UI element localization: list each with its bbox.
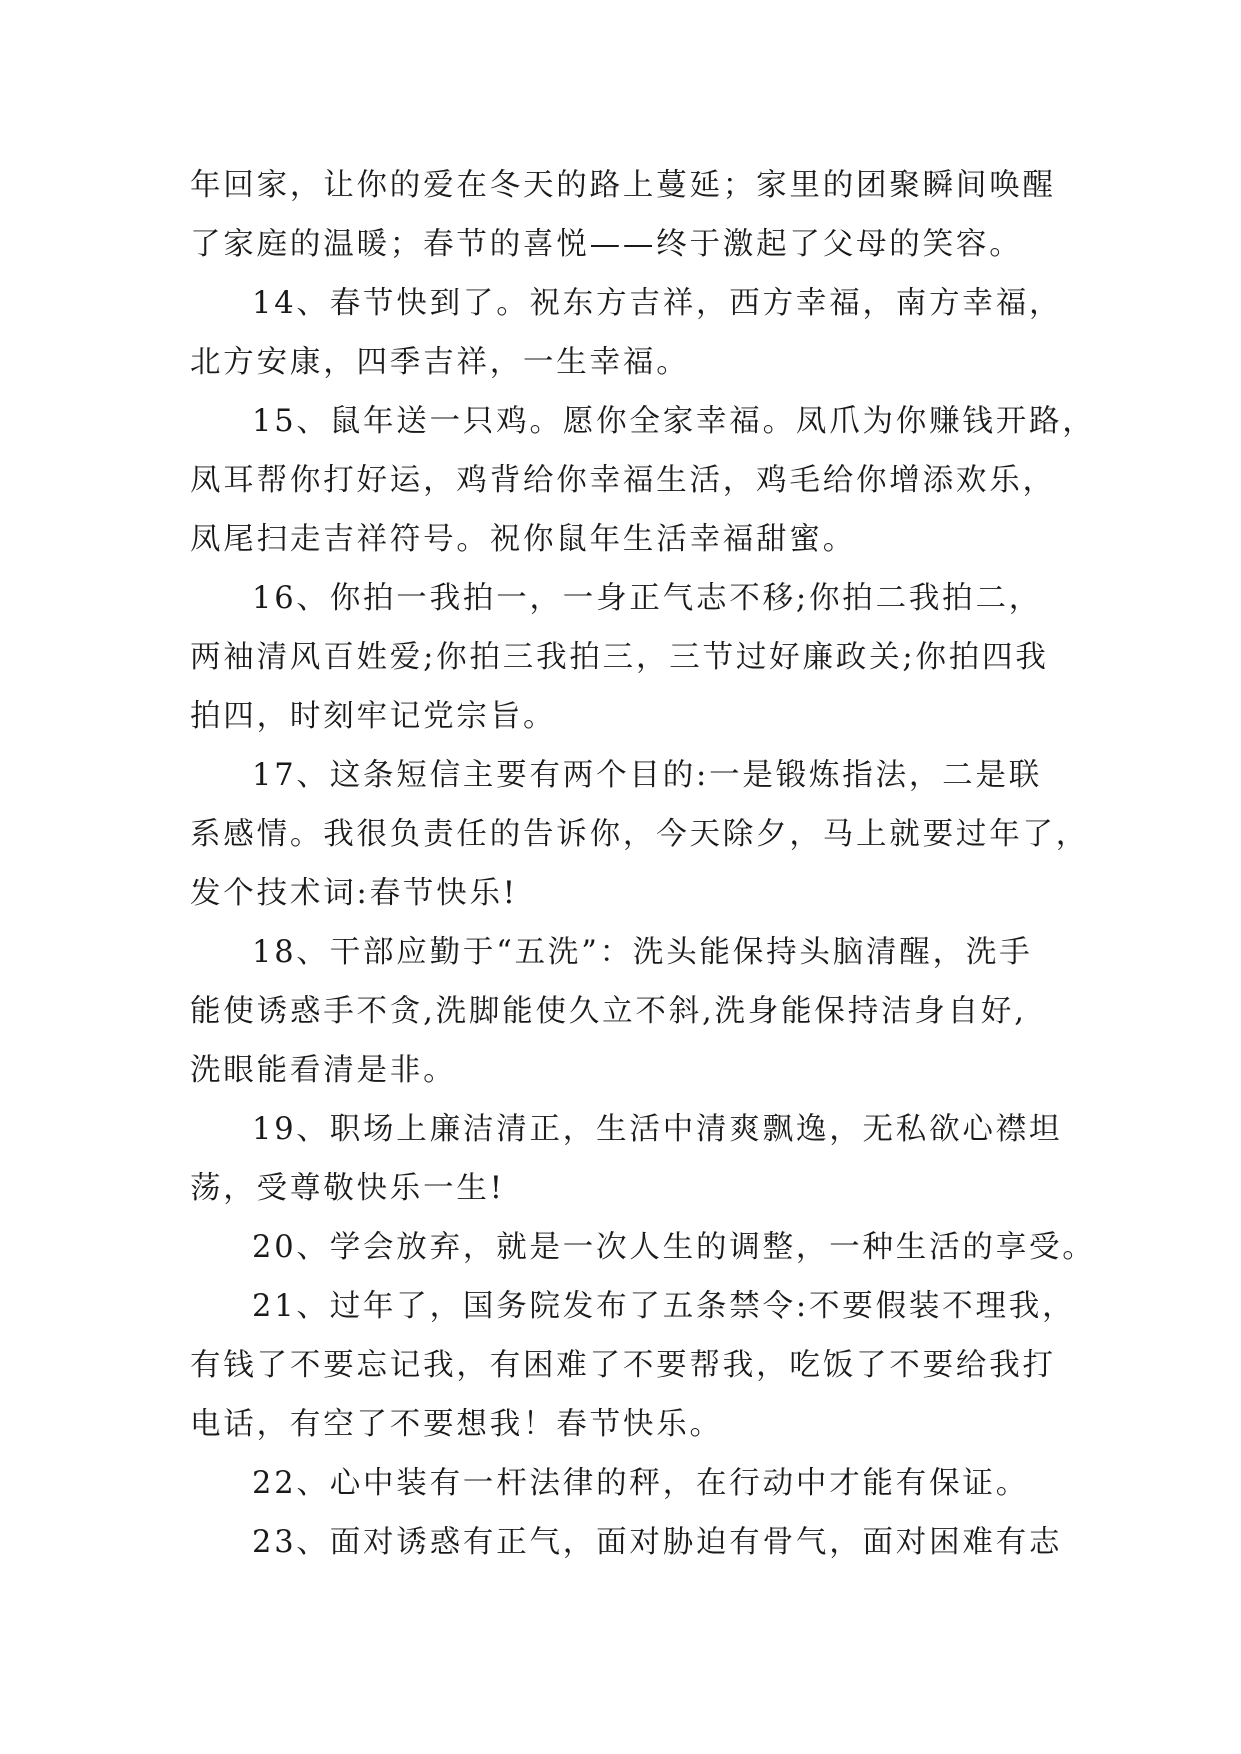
text-line: 20、学会放弃，就是一次人生的调整，一种生活的享受。 [252,1230,1096,1265]
paragraph-item-15 [190,392,1096,569]
text-line: 17、这条短信主要有两个目的:一是锻炼指法，二是联 [252,758,1043,793]
paragraph-item-23 [190,1513,1063,1572]
text-line: 拍四，时刻牢记党宗旨。 [190,699,557,734]
text-line: 北方安康，四季吉祥，一生幸福。 [190,345,690,380]
paragraph-item-19 [190,1100,1063,1218]
text-line: 凤尾扫走吉祥符号。祝你鼠年生活幸福甜蜜。 [190,522,856,557]
text-line: 洗眼能看清是非。 [190,1053,457,1088]
text-line: 15、鼠年送一只鸡。愿你全家幸福。凤爪为你赚钱开路， [252,404,1096,439]
text-line: 能使诱惑手不贪,洗脚能使久立不斜,洗身能保持洁身自好, [190,994,1027,1029]
text-line: 21、过年了，国务院发布了五条禁令:不要假装不理我， [252,1289,1076,1324]
paragraph-item-16 [190,569,1050,746]
text-line: 发个技术词:春节快乐! [190,876,518,911]
text-line: 16、你拍一我拍一，一身正气志不移;你拍二我拍二， [252,581,1043,616]
text-line: 电话，有空了不要想我！春节快乐。 [190,1407,723,1442]
text-line: 有钱了不要忘记我，有困难了不要帮我，吃饭了不要给我打 [190,1348,1056,1383]
text-line: 18、干部应勤于“五洗”：洗头能保持头脑清醒，洗手 [252,935,1033,970]
text-line: 两袖清风百姓爱;你拍三我拍三，三节过好廉政关;你拍四我 [190,640,1049,675]
paragraph-item-18 [190,923,1050,1100]
text-line: 系感情。我很负责任的告诉你，今天除夕，马上就要过年了， [190,817,1090,852]
paragraph-continuation [190,156,1056,274]
text-line: 凤耳帮你打好运，鸡背给你幸福生活，鸡毛给你增添欢乐， [190,463,1056,498]
paragraph-item-17 [190,746,1090,923]
paragraph-item-22 [190,1454,1050,1513]
text-line: 22、心中装有一杆法律的秤，在行动中才能有保证。 [252,1466,1030,1501]
paragraph-item-14 [190,274,1063,392]
text-line: 了家庭的温暖；春节的喜悦——终于激起了父母的笑容。 [190,227,1023,262]
text-line: 14、春节快到了。祝东方吉祥，西方幸福，南方幸福， [252,286,1063,321]
text-line: 年回家，让你的爱在冬天的路上蔓延；家里的团聚瞬间唤醒 [190,168,1056,203]
text-line: 荡，受尊敬快乐一生! [190,1171,505,1206]
text-line: 23、面对诱惑有正气，面对胁迫有骨气，面对困难有志 [252,1525,1063,1560]
paragraph-item-20 [190,1218,1096,1277]
paragraph-item-21 [190,1277,1076,1454]
text-line: 19、职场上廉洁清正，生活中清爽飘逸，无私欲心襟坦 [252,1112,1063,1147]
document-page [190,156,1096,1572]
